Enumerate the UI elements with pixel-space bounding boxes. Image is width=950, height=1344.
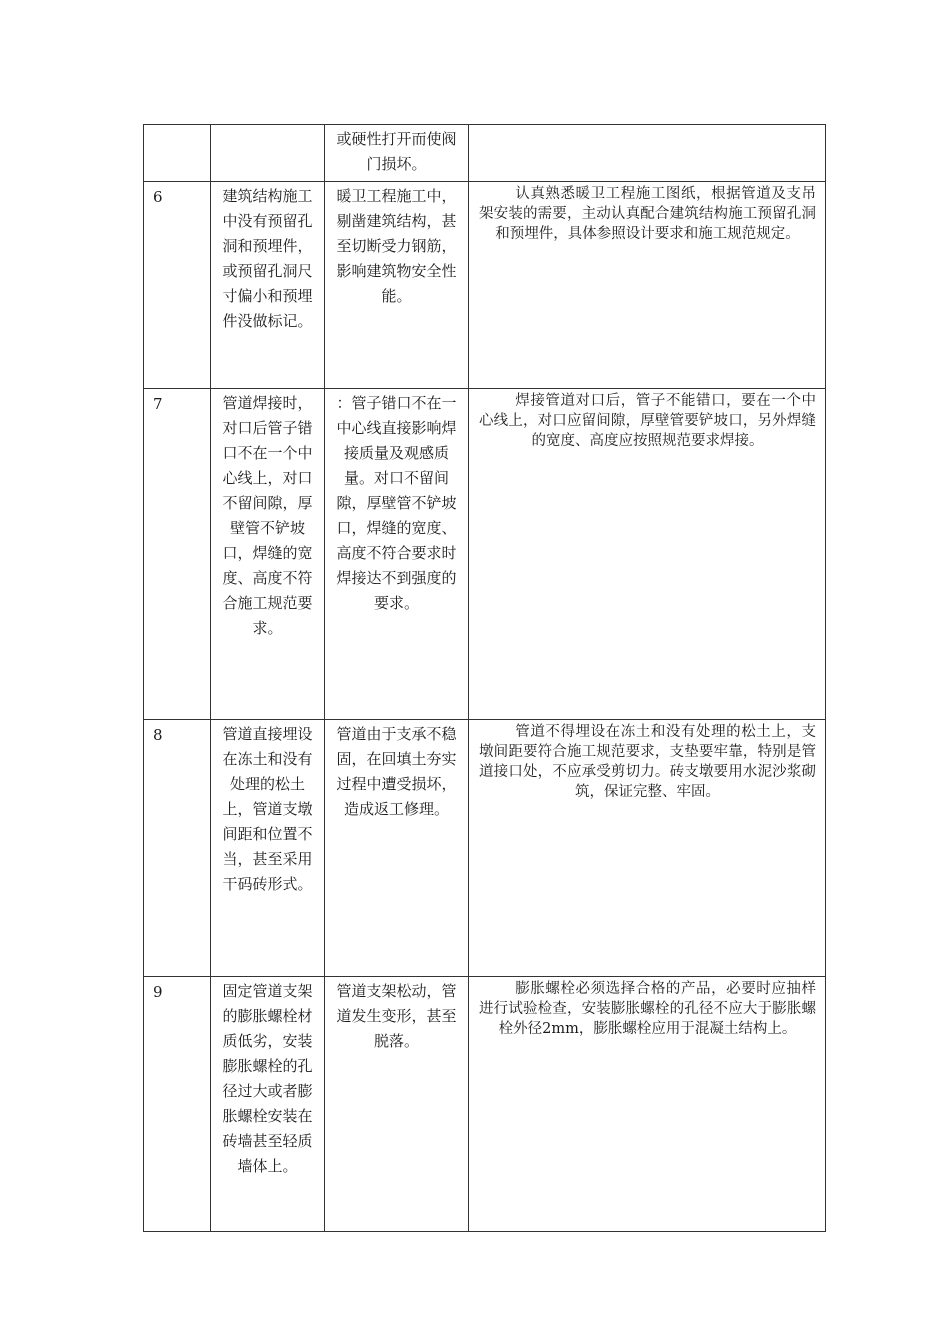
- cause-text: 建筑结构施工中没有预留孔洞和预埋件，或预留孔洞尺寸偏小和预埋件没做标记。: [222, 187, 313, 330]
- cause-cell: [211, 389, 325, 720]
- row-number-cell: 9: [144, 977, 211, 1232]
- measure-text: 膨胀螺栓必须选择合格的产品，必要时应抽样进行试验检查，安装膨胀螺栓的孔径不应大于膨胀螺栓外径2mm，膨胀螺栓应用于混凝土结构上。: [479, 981, 816, 1037]
- table-row: [144, 125, 826, 182]
- measure-cell: [469, 720, 826, 977]
- effect-cell: [325, 125, 469, 182]
- measure-cell: [469, 977, 826, 1232]
- effect-cell: [325, 977, 469, 1232]
- cause-text: 固定管道支架的膨胀螺栓材质低劣，安装膨胀螺栓的孔径过大或者膨胀螺栓安装在砖墙甚至轻质墙体上。: [222, 982, 313, 1175]
- cause-cell: [211, 977, 325, 1232]
- cause-cell: [211, 720, 325, 977]
- effect-text: 管道支架松动，管道发生变形，甚至脱落。: [336, 982, 457, 1050]
- defect-table: [143, 124, 826, 1232]
- measure-text: 焊接管道对口后，管子不能错口，要在一个中心线上，对口应留间隙，厚壁管要铲坡口，另外焊缝的宽度、高度应按照规范要求焊接。: [479, 393, 816, 449]
- table-row: [144, 720, 826, 977]
- effect-text: 管道由于支承不稳固，在回填土夯实过程中遭受损坏，造成返工修理。: [336, 725, 457, 818]
- table-row: [144, 389, 826, 720]
- row-number-cell: 7: [144, 389, 211, 720]
- effect-cell: [325, 720, 469, 977]
- measure-cell: [469, 125, 826, 182]
- cause-cell: [211, 125, 325, 182]
- cause-text: 管道焊接时，对口后管子错口不在一个中心线上，对口不留间隙，厚壁管不铲坡口，焊缝的宽度、高度不符合施工规范要求。: [222, 394, 313, 637]
- effect-text: ：管子错口不在一中心线直接影响焊接质量及观感质量。对口不留间隙，厚壁管不铲坡口，焊缝的宽度、高度不符合要求时焊接达不到强度的要求。: [336, 394, 457, 612]
- effect-text: 或硬性打开而使阀门损坏。: [336, 130, 457, 173]
- table-row: [144, 977, 826, 1232]
- effect-text: 暖卫工程施工中，剔凿建筑结构，甚至切断受力钢筋，影响建筑物安全性能。: [336, 187, 457, 305]
- cause-text: [222, 125, 314, 127]
- measure-cell: [469, 182, 826, 389]
- measure-text: [469, 125, 825, 127]
- row-number-cell: [144, 125, 211, 182]
- measure-text: 认真熟悉暖卫工程施工图纸，根据管道及支吊架安装的需要，主动认真配合建筑结构施工预留孔洞和预埋件，具体参照设计要求和施工规范规定。: [479, 186, 816, 242]
- effect-cell: [325, 182, 469, 389]
- effect-cell: [325, 389, 469, 720]
- table-row: [144, 182, 826, 389]
- row-number-cell: 6: [144, 182, 211, 389]
- measure-text: 管道不得埋设在冻土和没有处理的松土上，支墩间距要符合施工规范要求，支垫要牢靠，特别是管道接口处，不应承受剪切力。砖支墩要用水泥沙浆砌筑，保证完整、牢固。: [479, 724, 816, 800]
- measure-cell: [469, 389, 826, 720]
- cause-text: 管道直接埋设在冻土和没有处理的松土上，管道支墩间距和位置不当，甚至采用干码砖形式。: [222, 725, 313, 893]
- cause-cell: [211, 182, 325, 389]
- row-number-cell: 8: [144, 720, 211, 977]
